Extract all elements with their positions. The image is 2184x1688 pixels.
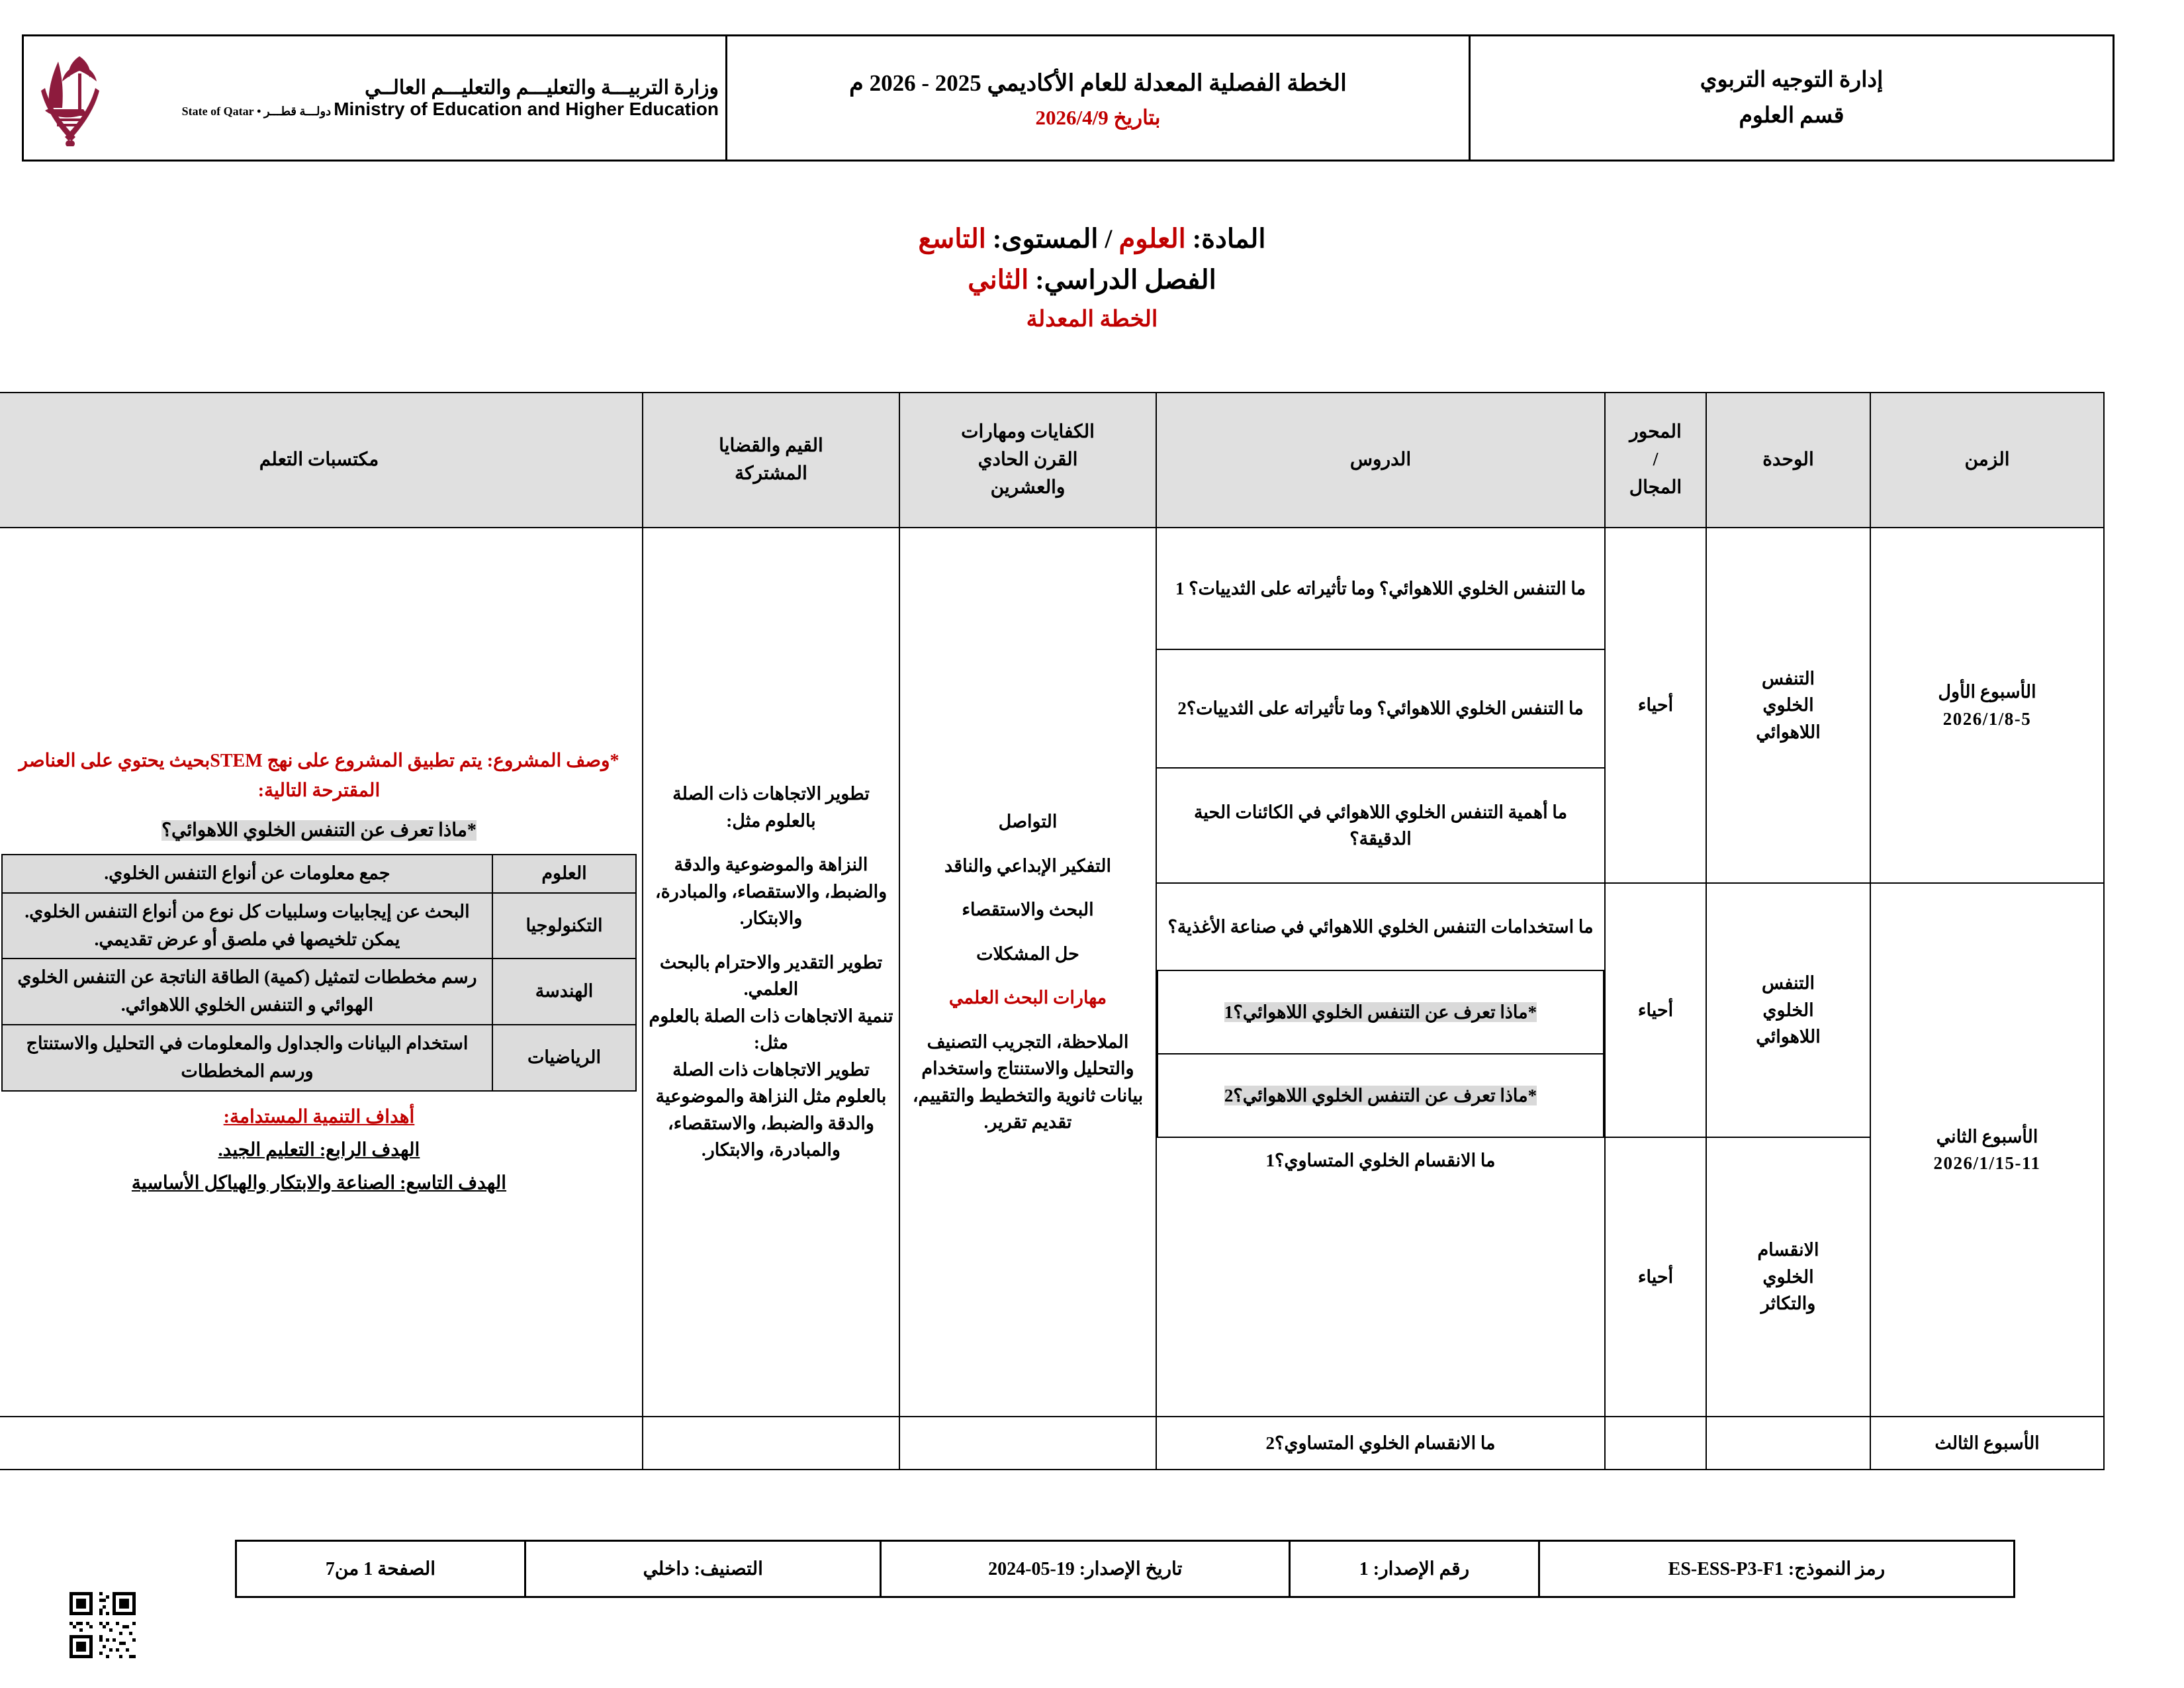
unit-1-line-2: الخلوي (1762, 695, 1814, 716)
week-2-dates: 2026/1/15-11 (1933, 1153, 2041, 1173)
footer-page-number: الصفحة 1 من7 (236, 1541, 525, 1597)
lesson-subgroup-cell (1156, 970, 1605, 1137)
stem-value-technology: البحث عن إيجابيات وسلبيات كل نوع من أنواع التنفس الخلوي. يمكن تلخيصها في ملصق أو عرض تقديمي. (2, 893, 492, 959)
title-block (69, 218, 2115, 332)
unit-2-line-2: الخلوي (1762, 1000, 1814, 1020)
project-description-part-1: *وصف المشروع: يتم تطبيق المشروع على نهج (262, 751, 619, 772)
skill-creative-critical-thinking: التفكير الإبداعي والناقد (944, 855, 1111, 876)
footer-row (236, 1541, 2015, 1597)
stem-label-text: STEM (210, 751, 263, 772)
unit-cell-1 (1706, 528, 1870, 883)
term-value: الثاني (968, 265, 1029, 295)
subject-value: العلوم (1118, 224, 1186, 254)
table-row (0, 1417, 2104, 1470)
lesson-cell-5-text: *ماذا تعرف عن التنفس الخلوي اللاهوائي؟1 (1224, 1002, 1537, 1022)
skill-scientific-research-heading: مهارات البحث العلمي (948, 988, 1107, 1008)
lesson-cell-4: ما استخدامات التنفس الخلوي اللاهوائي في صناعة الأغذية؟ (1156, 883, 1605, 970)
project-question-text: *ماذا تعرف عن التنفس الخلوي اللاهوائي؟ (161, 820, 477, 841)
unit-1-line-1: التنفس (1761, 668, 1815, 688)
axis-cell-1: أحياء (1605, 528, 1706, 883)
plan-title-cell (727, 36, 1470, 161)
time-week-1 (1870, 528, 2104, 883)
lesson-cell-2: ما التنفس الخلوي اللاهوائي؟ وما تأثيراته على الثدييات؟2 (1156, 649, 1605, 768)
project-question (1, 817, 637, 845)
footer-issue-date: تاريخ الإصدار: 19-05-2024 (881, 1541, 1290, 1597)
header-outcomes: مكتسبات التعلم (0, 393, 643, 528)
stem-value-engineering: رسم مخططات لتمثيل (كمية) الطاقة الناتجة عن التنفس الخلوي الهوائي و التنفس الخلوي اللاهوائي. (2, 959, 492, 1025)
header-skills-line-3: والعشرين (990, 477, 1066, 498)
axis-cell-3: أحياء (1605, 1137, 1706, 1417)
unit-cell-4-empty (1706, 1417, 1870, 1470)
header-lessons: الدروس (1156, 393, 1605, 528)
skill-scientific-method-list: الملاحظة، التجريب التصنيف والتحليل والاستنتاج واستخدام بيانات ثانوية والتخطيط والتقييم، تقديم تقرير. (912, 1031, 1144, 1133)
value-grow-attitudes: تنمية الاتجاهات ذات الصلة بالعلوم مثل: (649, 1006, 893, 1053)
stem-breakdown-table (1, 854, 637, 1092)
value-develop-attitudes-2: تطوير الاتجاهات ذات الصلة بالعلوم مثل النزاهة والموضوعية والدقة والضبط، والاستقصاء، والمبادرة، والابتكار. (655, 1059, 887, 1160)
modified-plan-label: الخطة المعدلة (1026, 307, 1158, 332)
lesson-cell-3: ما أهمية التنفس الخلوي اللاهوائي في الكائنات الحية الدقيقة؟ (1156, 768, 1605, 883)
header-values-line-2: المشتركة (735, 463, 807, 484)
header-skills-line-1: الكفايات ومهارات (961, 422, 1095, 442)
values-cell-empty (643, 1417, 899, 1470)
outcomes-cell-empty (0, 1417, 643, 1470)
department-cell (1470, 36, 2114, 161)
header-axis (1605, 393, 1706, 528)
lesson-cell-6-text: *ماذا تعرف عن التنفس الخلوي اللاهوائي؟2 (1224, 1085, 1537, 1105)
unit-1-line-3: اللاهوائي (1756, 722, 1821, 742)
document-footer (235, 1540, 2015, 1598)
header-time: الزمن (1870, 393, 2104, 528)
plan-title: الخطة الفصلية المعدلة للعام الأكاديمي 2025 - 2026 م (849, 70, 1347, 96)
stem-label-technology: التكنولوجيا (492, 893, 636, 959)
document-header (22, 34, 2115, 162)
header-axis-line-2: / (1653, 449, 1659, 470)
sdg-goal-9: الهدف التاسع: الصناعة والابتكار والهياكل الأساسية (131, 1172, 507, 1194)
values-cell (643, 528, 899, 1417)
lesson-cell-7: ما الانقسام الخلوي المتساوي؟1 (1156, 1137, 1605, 1417)
footer-classification: التصنيف: داخلي (525, 1541, 880, 1597)
lesson-cell-5 (1158, 971, 1604, 1054)
stem-row-technology (2, 893, 636, 959)
week-1-label: الأسبوع الأول (1938, 682, 2036, 702)
stem-value-mathematics: استخدام البيانات والجداول والمعلومات في التحليل والاستنتاج ورسم المخططات (2, 1025, 492, 1091)
footer-form-code: رمز النموذج: ES-ESS-P3-F1 (1539, 1541, 2014, 1597)
department-line-1: إدارة التوجيه التربوي (1700, 68, 1884, 92)
stem-value-science: جمع معلومات عن أنواع التنفس الخلوي. (2, 855, 492, 893)
qr-code-icon (66, 1589, 139, 1662)
level-label: / المستوى: (992, 224, 1113, 254)
week-3-label: الأسبوع الثالث (1934, 1432, 2040, 1453)
header-unit: الوحدة (1706, 393, 1870, 528)
ministry-logo-cell (23, 36, 727, 161)
unit-cell-3 (1706, 1137, 1870, 1417)
semester-plan-table (0, 392, 2105, 1470)
stem-row-mathematics (2, 1025, 636, 1091)
header-axis-line-3: المجال (1629, 477, 1682, 498)
ministry-name-english: Ministry of Education and Higher Education (334, 99, 719, 120)
lesson-cell-6 (1158, 1054, 1604, 1137)
sdg-title: أهداف التنمية المستدامة: (223, 1106, 415, 1127)
skills-cell (899, 528, 1156, 1417)
table-header-row (0, 393, 2104, 528)
ministry-name-block (119, 77, 719, 120)
skill-research-inquiry: البحث والاستقصاء (962, 900, 1094, 920)
subject-level-line (69, 218, 2115, 259)
lesson-cell-8: ما الانقسام الخلوي المتساوي؟2 (1156, 1417, 1605, 1470)
state-of-qatar-label: دولـــة قطـــر • State of Qatar (181, 105, 332, 118)
value-appreciation-research: تطوير التقدير والاحترام بالبحث العلمي. (659, 952, 883, 1000)
unit-2-line-1: التنفس (1761, 973, 1815, 994)
table-row (1158, 971, 1604, 1054)
week-2-label: الأسبوع الثاني (1936, 1126, 2038, 1147)
stem-label-science: العلوم (492, 855, 636, 893)
qatar-emblem-icon (30, 47, 110, 150)
axis-cell-2: أحياء (1605, 883, 1706, 1137)
header-skills-line-2: القرن الحادي (978, 449, 1078, 470)
level-value: التاسع (918, 224, 986, 254)
unit-cell-2 (1706, 883, 1870, 1137)
value-develop-attitudes: تطوير الاتجاهات ذات الصلة بالعلوم مثل: (672, 784, 870, 831)
axis-cell-4-empty (1605, 1417, 1706, 1470)
project-description (1, 747, 637, 806)
header-axis-line-1: المحور (1629, 422, 1682, 442)
skills-cell-empty (899, 1417, 1156, 1470)
table-row (1158, 1054, 1604, 1137)
project-description-part-2: بحيث يحتوي على العناصر المقترحة التالية: (19, 751, 381, 802)
subject-label: المادة: (1192, 224, 1266, 254)
stem-row-engineering (2, 959, 636, 1025)
lesson-cell-1: ما التنفس الخلوي اللاهوائي؟ وما تأثيراته على الثدييات؟ 1 (1156, 528, 1605, 649)
header-values-line-1: القيم والقضايا (719, 436, 823, 456)
stem-label-engineering: الهندسة (492, 959, 636, 1025)
term-line (69, 259, 2115, 301)
footer-issue-number: رقم الإصدار: 1 (1290, 1541, 1539, 1597)
skill-problem-solving: حل المشكلات (976, 943, 1079, 964)
week-1-dates: 2026/1/8-5 (1942, 708, 2032, 729)
stem-label-mathematics: الرياضيات (492, 1025, 636, 1091)
unit-3-line-1: الانقسام (1757, 1240, 1819, 1260)
header-skills (899, 393, 1156, 528)
table-row (0, 528, 2104, 649)
sdg-block (1, 1103, 637, 1197)
learning-outcomes-cell (0, 528, 643, 1417)
header-values (643, 393, 899, 528)
lesson-subgroup-table (1157, 971, 1604, 1137)
time-week-3 (1870, 1417, 2104, 1470)
term-label: الفصل الدراسي: (1035, 265, 1216, 295)
time-week-2 (1870, 883, 2104, 1417)
ministry-logo (30, 47, 719, 150)
unit-3-line-3: والتكاثر (1760, 1293, 1816, 1314)
sdg-goal-4: الهدف الرابع: التعليم الجيد. (218, 1139, 420, 1160)
plan-date: بتاريخ 2026/4/9 (1035, 106, 1161, 130)
unit-2-line-3: اللاهوائي (1756, 1027, 1821, 1047)
ministry-name-arabic: وزارة التربيـــة والتعليـــم والتعليـــم العالــي (365, 76, 719, 99)
unit-3-line-2: الخلوي (1762, 1266, 1814, 1287)
value-integrity-list: النزاهة والموضوعية والدقة والضبط، والاستقصاء، والمبادرة، والابتكار. (655, 855, 887, 929)
department-line-2: قسم العلوم (1739, 104, 1844, 128)
skill-communication: التواصل (998, 812, 1058, 832)
stem-row-science (2, 855, 636, 893)
